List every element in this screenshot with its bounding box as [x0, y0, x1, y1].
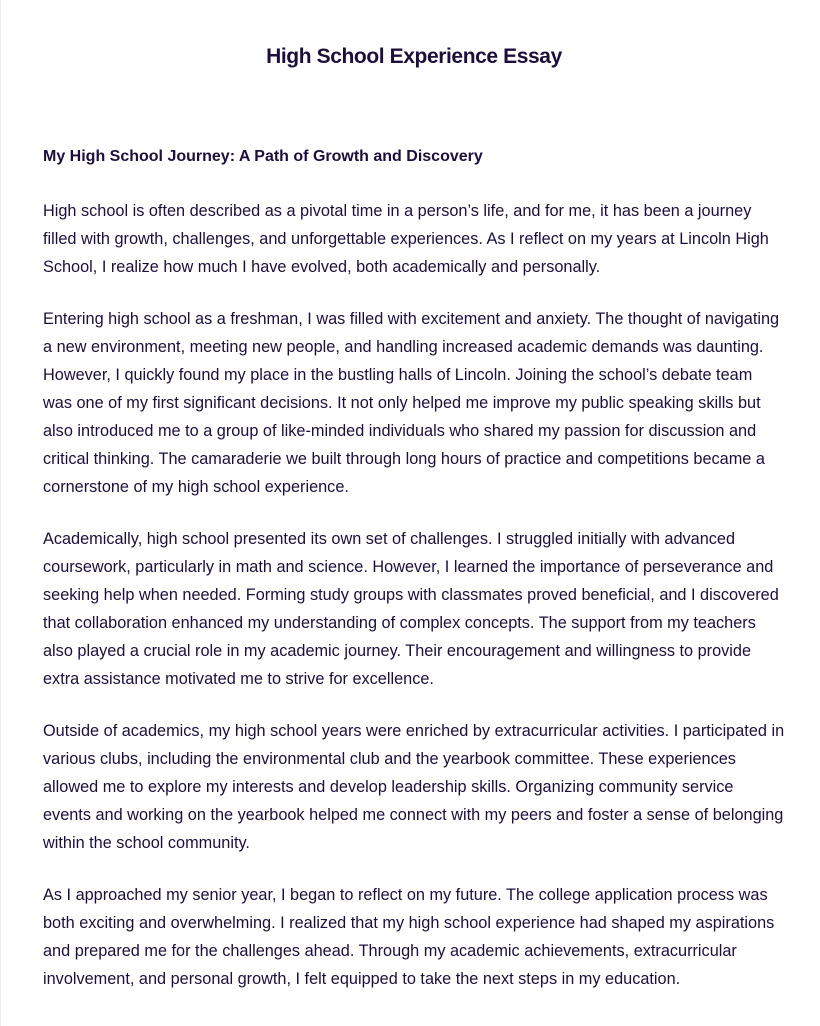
page-title: High School Experience Essay — [266, 45, 562, 68]
essay-paragraph-4: Outside of academics, my high school years were enriched by extracurricular activities. I participated in various clubs, including the environmental club and the yearbook committee. These experiences allowed me to explore my interests and develop leadership skills. Organizing community service events and working on the yearbook helped me connect with my peers and foster a sense of belonging within the school community. — [43, 722, 785, 852]
essay-paragraph-3: Academically, high school presented its own set of challenges. I struggled initially with advanced coursework, particularly in math and science. However, I learned the importance of perseverance and seeking help when needed. Forming study groups with classmates proved beneficial, and I discovered that collaboration enhanced my understanding of complex concepts. The support from my teachers also played a crucial role in my academic journey. Their encouragement and willingness to provide extra assistance motivated me to strive for excellence. — [43, 530, 779, 688]
essay-paragraph-1: High school is often described as a pivotal time in a person’s life, and for me, it has been a journey filled with growth, challenges, and unforgettable experiences. As I reflect on my years at Lincoln High School, I realize how much I have evolved, both academically and personally. — [43, 202, 769, 276]
essay-paragraph-2: Entering high school as a freshman, I was filled with excitement and anxiety. The thought of navigating a new environment, meeting new people, and handling increased academic demands was daunting. However, I quickly found my place in the bustling halls of Lincoln. Joining the school’s debate team was one of my first significant decisions. It not only helped me improve my public speaking skills but also introduced me to a group of like-minded individuals who shared my passion for discussion and critical thinking. The camaraderie we built through long hours of practice and competitions became a cornerstone of my high school experience. — [43, 310, 780, 496]
essay-subtitle: My High School Journey: A Path of Growth and Discovery — [43, 148, 483, 165]
essay-body — [43, 145, 785, 1017]
essay-paragraph-5: As I approached my senior year, I began to reflect on my future. The college application process was both exciting and overwhelming. I realized that my high school experience had shaped my aspirations and prepared me for the challenges ahead. Through my academic achievements, extracurricular involvement, and personal growth, I felt equipped to take the next steps in my education. — [43, 886, 775, 988]
